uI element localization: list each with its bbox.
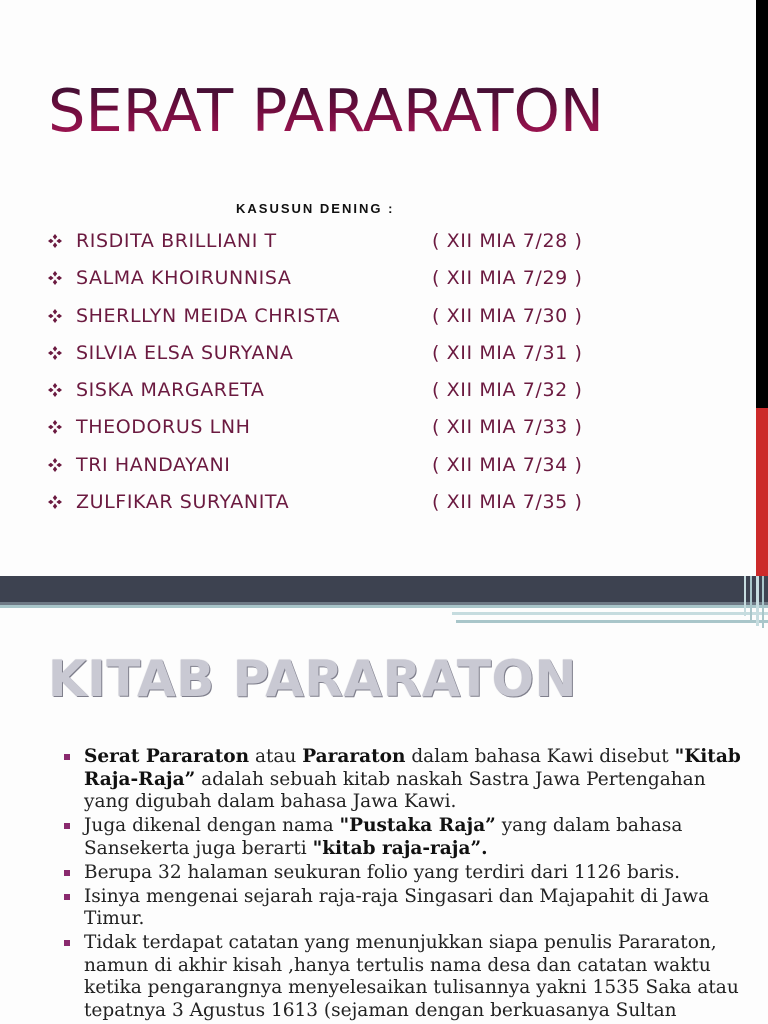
slide-edge-black (756, 0, 768, 408)
square-bullet-icon (64, 823, 70, 829)
member-class: ( XII MIA 7/30 ) (432, 304, 583, 327)
member-class: ( XII MIA 7/33 ) (432, 416, 583, 439)
diamond-bullet-icon (48, 383, 62, 397)
diamond-bullet-icon (48, 234, 62, 248)
member-class: ( XII MIA 7/32 ) (432, 379, 583, 402)
square-bullet-icon (64, 940, 70, 946)
slide-divider-band (0, 576, 768, 628)
member-class: ( XII MIA 7/28 ) (432, 230, 583, 252)
member-item (48, 414, 608, 451)
content-bullet: Serat Pararaton atau Pararaton dalam bahasa Kawi disebut "Kitab Raja-Raja” adalah sebuah kitab naskah Sastra Jawa Pertengahan yang digubah dalam bahasa Jawa Kawi. (62, 746, 752, 814)
member-item (48, 265, 608, 302)
member-name: ZULFIKAR SURYANITA (76, 491, 290, 514)
member-item (48, 228, 608, 265)
member-item (48, 340, 608, 377)
member-name: THEODORUS LNH (76, 416, 251, 439)
content-bullet: Berupa 32 halaman seukuran folio yang terdiri dari 1126 baris. (62, 862, 752, 885)
diamond-bullet-icon (48, 458, 62, 472)
member-name: SALMA KHOIRUNNISA (76, 267, 292, 290)
member-item (48, 452, 608, 489)
diamond-bullet-icon (48, 420, 62, 434)
member-name: TRI HANDAYANI (76, 453, 231, 476)
member-name: SISKA MARGARETA (76, 379, 265, 402)
slide-2-title: KITAB PARARATON (48, 650, 578, 708)
member-class: ( XII MIA 7/29 ) (432, 267, 583, 290)
diamond-bullet-icon (48, 495, 62, 509)
content-bullet: Isinya mengenai sejarah raja-raja Singasari dan Majapahit di Jawa Timur. (62, 886, 752, 931)
square-bullet-icon (64, 894, 70, 900)
diamond-bullet-icon (48, 346, 62, 360)
member-list (48, 228, 608, 526)
member-item (48, 303, 608, 340)
byline: KASUSUN DENING : (236, 201, 395, 216)
member-item (48, 377, 608, 414)
content-list (62, 746, 752, 1024)
member-name: RISDITA BRILLIANI T (76, 230, 277, 252)
member-item (48, 489, 608, 526)
diamond-bullet-icon (48, 309, 62, 323)
diamond-bullet-icon (48, 271, 62, 285)
square-bullet-icon (64, 754, 70, 760)
content-bullet: Juga dikenal dengan nama "Pustaka Raja” yang dalam bahasa Sansekerta juga berarti "kitab raja-raja”. (62, 815, 752, 860)
member-class: ( XII MIA 7/34 ) (432, 453, 583, 476)
slide-1-title: SERAT PARARATON (48, 76, 605, 145)
square-bullet-icon (64, 870, 70, 876)
member-class: ( XII MIA 7/35 ) (432, 491, 583, 514)
member-name: SHERLLYN MEIDA CHRISTA (76, 304, 341, 327)
member-name: SILVIA ELSA SURYANA (76, 341, 294, 364)
slide-edge-red (756, 408, 768, 576)
content-bullet: Tidak terdapat catatan yang menunjukkan siapa penulis Pararaton, namun di akhir kisah ,hanya tertulis nama desa dan catatan waktu ketika pengarangnya menyelesaikan tulisannya yakni 1535 Saka atau tepatnya 3 Agustus 1613 (sejaman dengan berkuasanya Sultan (62, 932, 752, 1022)
member-class: ( XII MIA 7/31 ) (432, 341, 583, 364)
